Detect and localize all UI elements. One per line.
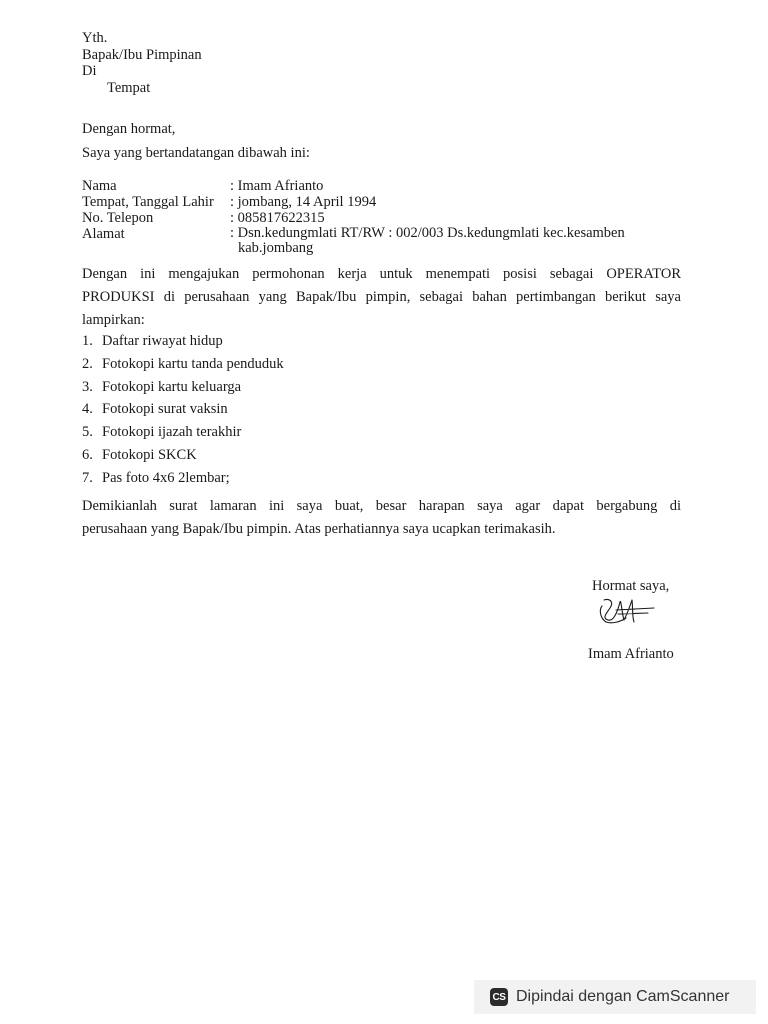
detail-name xyxy=(82,178,682,194)
signer-name: Imam Afrianto xyxy=(588,646,674,662)
list-item: 4. Fotokopi surat vaksin xyxy=(82,401,228,418)
recipient-line-2: Bapak/Ibu Pimpinan xyxy=(82,47,202,63)
attachment-list xyxy=(82,330,284,490)
recipient-line-1: Yth. xyxy=(82,30,108,46)
detail-value: : jombang, 14 April 1994 xyxy=(230,194,377,210)
camscanner-watermark xyxy=(474,980,756,1014)
address-line-2: kab.jombang xyxy=(238,240,314,256)
paragraph-line: perusahaan yang Bapak/Ibu pimpin. Atas perhatiannya saya ucapkan terimakasih. xyxy=(82,521,556,537)
detail-address xyxy=(82,226,682,258)
list-item: 6. Fotokopi SKCK xyxy=(82,446,197,463)
closing-salutation: Hormat saya, xyxy=(592,578,670,594)
detail-label: Nama xyxy=(82,178,117,194)
list-item: 1. Daftar riwayat hidup xyxy=(82,333,223,349)
paragraph-line: Demikianlah surat lamaran ini saya buat, besar harapan saya agar dapat bergabung di xyxy=(82,498,681,514)
address-line-1: : Dsn.kedungmlati RT/RW : 002/003 Ds.kedungmlati kec.kesamben xyxy=(230,225,625,241)
paragraph-line: PRODUKSI di perusahaan yang Bapak/Ibu pimpin, sebagai bahan pertimbangan berikut saya xyxy=(82,289,681,305)
list-item: 5. Fotokopi ijazah terakhir xyxy=(82,424,242,441)
watermark-label: Dipindai dengan CamScanner xyxy=(516,988,730,1005)
detail-label: No. Telepon xyxy=(82,210,154,226)
applicant-details xyxy=(82,178,682,258)
detail-value: : Imam Afrianto xyxy=(230,178,324,194)
list-item: 3. Fotokopi kartu keluarga xyxy=(82,378,242,395)
detail-value xyxy=(230,226,670,256)
list-item: 7. Pas foto 4x6 2lembar; xyxy=(82,469,230,486)
recipient-line-4: Tempat xyxy=(107,80,151,96)
greeting: Dengan hormat, xyxy=(82,121,176,137)
list-item: 2. Fotokopi kartu tanda penduduk xyxy=(82,355,284,372)
detail-birth xyxy=(82,194,682,210)
detail-value: : 085817622315 xyxy=(230,210,325,226)
detail-phone xyxy=(82,210,682,226)
camscanner-icon: CS xyxy=(490,988,508,1006)
application-paragraph xyxy=(82,263,681,332)
intro-text: Saya yang bertandatangan dibawah ini: xyxy=(82,145,310,161)
paragraph-line: lampirkan: xyxy=(82,312,145,328)
detail-label: Alamat xyxy=(82,226,125,242)
paragraph-line: Dengan ini mengajukan permohonan kerja untuk menempati posisi sebagai OPERATOR xyxy=(82,266,681,282)
closing-paragraph xyxy=(82,495,681,541)
signature-image xyxy=(596,596,656,626)
recipient-line-3: Di xyxy=(82,63,97,79)
detail-label: Tempat, Tanggal Lahir xyxy=(82,194,214,210)
